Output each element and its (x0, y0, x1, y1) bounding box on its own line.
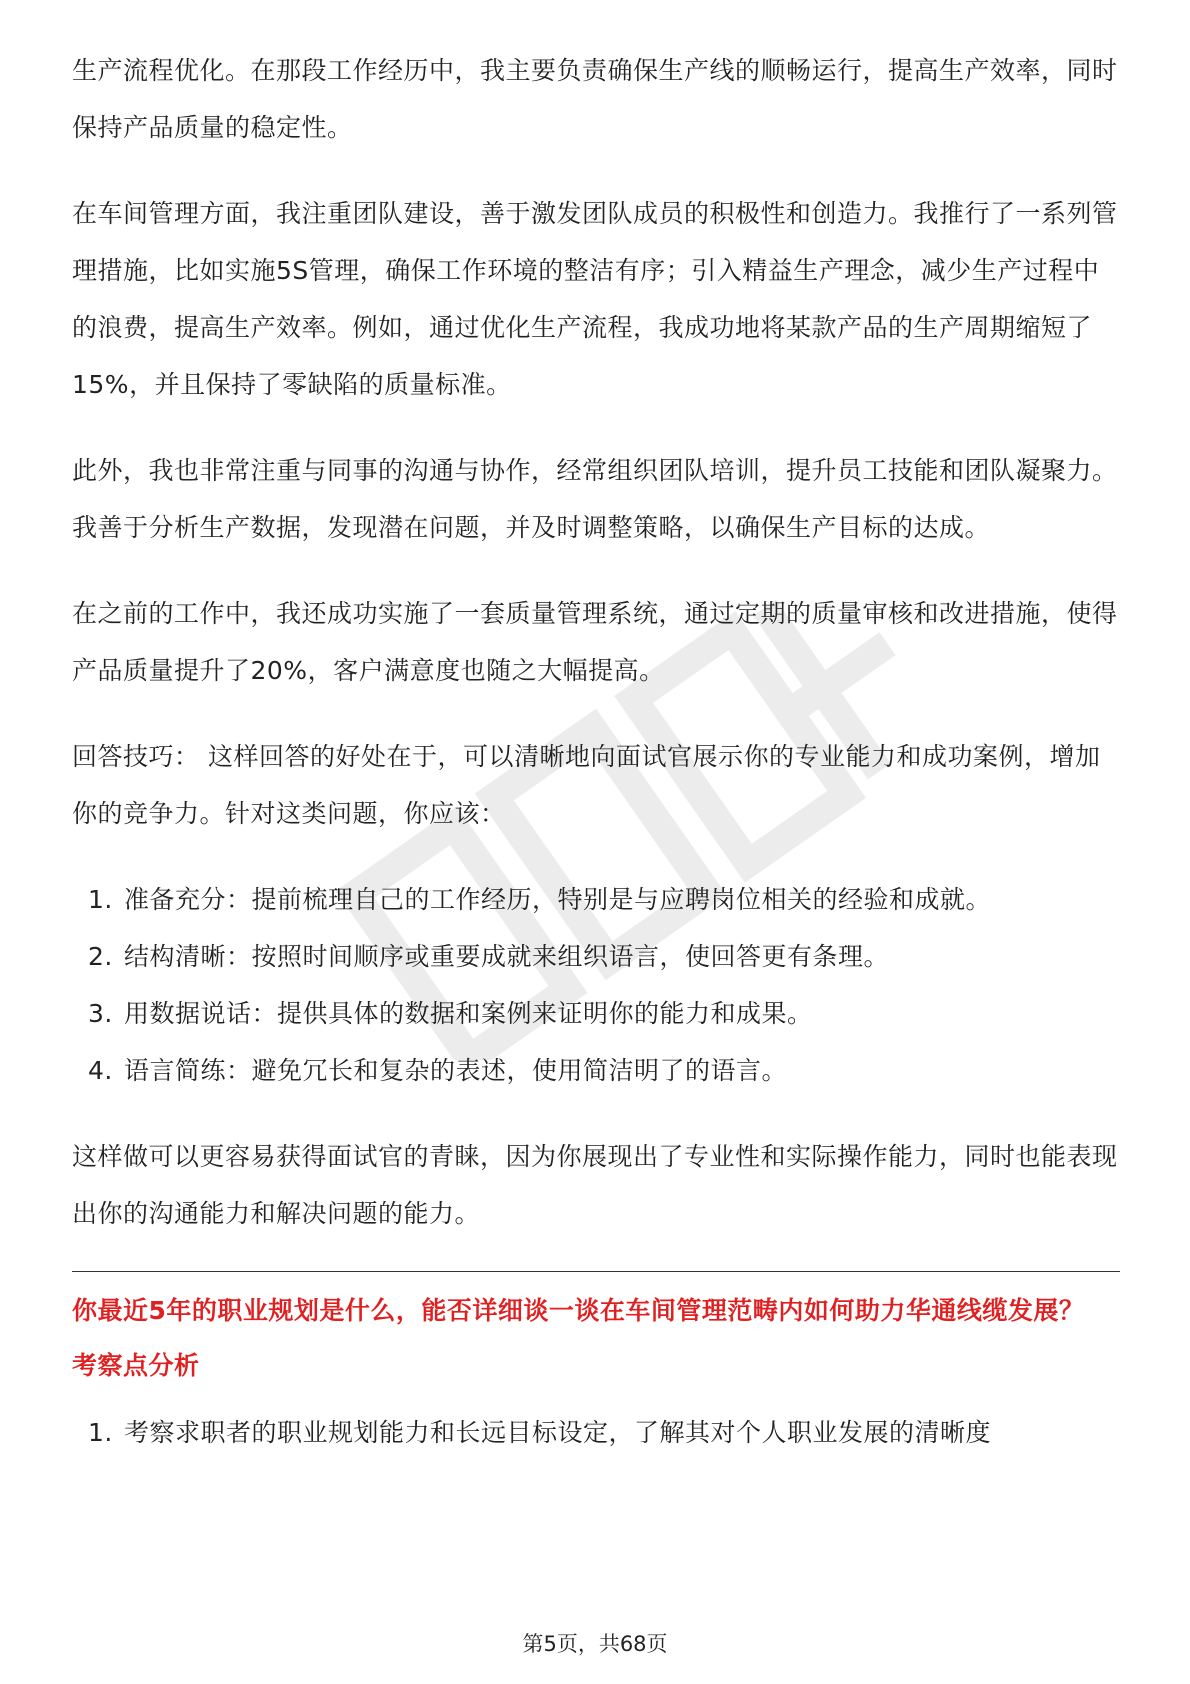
list-item-text: 结构清晰：按照时间顺序或重要成就来组织语言，使回答更有条理。 (124, 942, 890, 971)
body-paragraph-1: 生产流程优化。在那段工作经历中，我主要负责确保生产线的顺畅运行，提高生产效率，同时保持产品质量的稳定性。 (72, 56, 1118, 142)
list-item (72, 1042, 1120, 1099)
body-paragraph-2: 在车间管理方面，我注重团队建设，善于激发团队成员的积极性和创造力。我推行了一系列管理措施，比如实施5S管理，确保工作环境的整洁有序；引入精益生产理念，减少生产过程中的浪费，提高生产效率。例如，通过优化生产流程，我成功地将某款产品的生产周期缩短了15%，并且保持了零缺陷的质量标准。 (72, 199, 1118, 399)
page-content (72, 42, 1120, 1490)
body-paragraph-3: 此外，我也非常注重与同事的沟通与协作，经常组织团队培训，提升员工技能和团队凝聚力。我善于分析生产数据，发现潜在问题，并及时调整策略，以确保生产目标的达成。 (72, 456, 1118, 542)
list-item-text: 用数据说话：提供具体的数据和案例来证明你的能力和成果。 (124, 999, 813, 1028)
body-paragraph-4: 在之前的工作中，我还成功实施了一套质量管理系统，通过定期的质量审核和改进措施，使得产品质量提升了20%，客户满意度也随之大幅提高。 (72, 599, 1118, 685)
list-item-number: 2. (88, 942, 113, 971)
section-divider (72, 1271, 1120, 1272)
list-item-number: 1. (88, 885, 113, 914)
question-heading: 你最近5年的职业规划是什么，能否详细谈一谈在车间管理范畴内如何助力华通线缆发展？ (72, 1296, 1085, 1325)
list-item (72, 928, 1120, 985)
page-footer: 第5页，共68页 (522, 1632, 668, 1656)
list-item-text: 考察求职者的职业规划能力和长远目标设定，了解其对个人职业发展的清晰度 (124, 1418, 992, 1447)
tips-list (72, 871, 1120, 1099)
analysis-heading: 考察点分析 (72, 1351, 200, 1380)
list-item (72, 1404, 1120, 1461)
answer-tips-paragraph: 回答技巧： 这样回答的好处在于，可以清晰地向面试官展示你的专业能力和成功案例，增加你的竞争力。针对这类问题，你应该： (72, 742, 1101, 828)
analysis-list (72, 1404, 1120, 1461)
list-item-text: 语言简练：避免冗长和复杂的表述，使用简洁明了的语言。 (124, 1056, 788, 1085)
list-item-number: 3. (88, 999, 113, 1028)
list-item (72, 871, 1120, 928)
list-item-text: 准备充分：提前梳理自己的工作经历，特别是与应聘岗位相关的经验和成就。 (124, 885, 992, 914)
list-item-number: 4. (88, 1056, 113, 1085)
list-item-number: 1. (88, 1418, 113, 1447)
closing-paragraph: 这样做可以更容易获得面试官的青睐，因为你展现出了专业性和实际操作能力，同时也能表现出你的沟通能力和解决问题的能力。 (72, 1142, 1118, 1228)
list-item (72, 985, 1120, 1042)
